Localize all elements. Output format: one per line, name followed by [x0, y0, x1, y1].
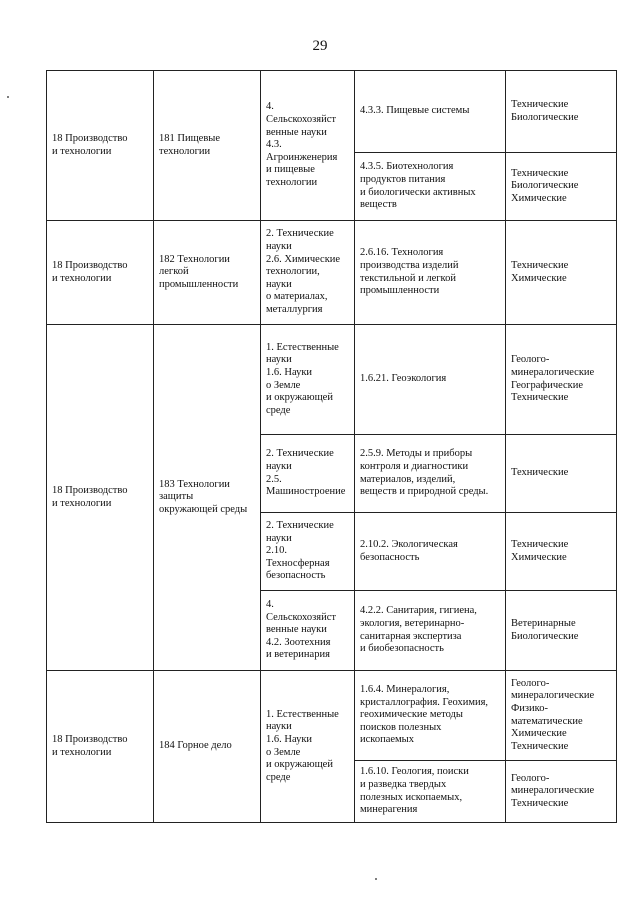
table-row	[47, 71, 617, 153]
speciality-cell: 4.2.2. Санитария, гигиена, экология, ветеринарно- санитарная экспертиза и биобезопасность	[355, 591, 506, 671]
group-cell: 181 Пищевые технологии	[154, 71, 261, 221]
speciality-cell: 4.3.5. Биотехнология продуктов питания и биологически активных веществ	[355, 153, 506, 221]
science-cell: 1. Естественные науки 1.6. Науки о Земле и окружающей среде	[261, 671, 355, 823]
page-number: 29	[312, 38, 328, 54]
branches-cell: Ветеринарные Биологические	[506, 591, 617, 671]
speciality-cell: 1.6.4. Минералогия, кристаллография. Геохимия, геохимические методы поисков полезных ископаемых	[355, 671, 506, 761]
branches-cell: Технические Химические	[506, 221, 617, 325]
group-cell: 184 Горное дело	[154, 671, 261, 823]
speciality-cell: 1.6.21. Геоэкология	[355, 325, 506, 435]
group-cell: 183 Технологии защиты окружающей среды	[154, 325, 261, 671]
speciality-cell: 1.6.10. Геология, поиски и разведка твердых полезных ископаемых, минерагения	[355, 761, 506, 823]
speciality-cell: 2.10.2. Экологическая безопасность	[355, 513, 506, 591]
speciality-table	[46, 70, 617, 823]
science-cell: 4. Сельскохозяйст венные науки 4.2. Зоотехния и ветеринария	[261, 591, 355, 671]
table-row	[47, 325, 617, 435]
branches-cell: Технические	[506, 435, 617, 513]
area-cell: 18 Производство и технологии	[47, 221, 154, 325]
science-cell: 1. Естественные науки 1.6. Науки о Земле и окружающей среде	[261, 325, 355, 435]
science-cell: 2. Технические науки 2.10. Техносферная безопасность	[261, 513, 355, 591]
science-cell: 2. Технические науки 2.5. Машиностроение	[261, 435, 355, 513]
science-cell: 4. Сельскохозяйст венные науки 4.3. Агроинженерия и пищевые технологии	[261, 71, 355, 221]
branches-cell: Геолого- минералогические Технические	[506, 761, 617, 823]
area-cell: 18 Производство и технологии	[47, 671, 154, 823]
table-row	[47, 221, 617, 325]
group-cell: 182 Технологии легкой промышленности	[154, 221, 261, 325]
branches-cell: Технические Биологические Химические	[506, 153, 617, 221]
scan-speck	[7, 96, 9, 98]
speciality-cell: 4.3.3. Пищевые системы	[355, 71, 506, 153]
branches-cell: Технические Биологические	[506, 71, 617, 153]
area-cell: 18 Производство и технологии	[47, 71, 154, 221]
speciality-cell: 2.6.16. Технология производства изделий текстильной и легкой промышленности	[355, 221, 506, 325]
branches-cell: Геолого- минералогические Географические Технические	[506, 325, 617, 435]
branches-cell: Технические Химические	[506, 513, 617, 591]
speciality-cell: 2.5.9. Методы и приборы контроля и диагностики материалов, изделий, веществ и природной среды.	[355, 435, 506, 513]
scan-speck	[375, 878, 377, 880]
table-row	[47, 671, 617, 761]
area-cell: 18 Производство и технологии	[47, 325, 154, 671]
science-cell: 2. Технические науки 2.6. Химические технологии, науки о материалах, металлургия	[261, 221, 355, 325]
branches-cell: Геолого- минералогические Физико- математические Химические Технические	[506, 671, 617, 761]
